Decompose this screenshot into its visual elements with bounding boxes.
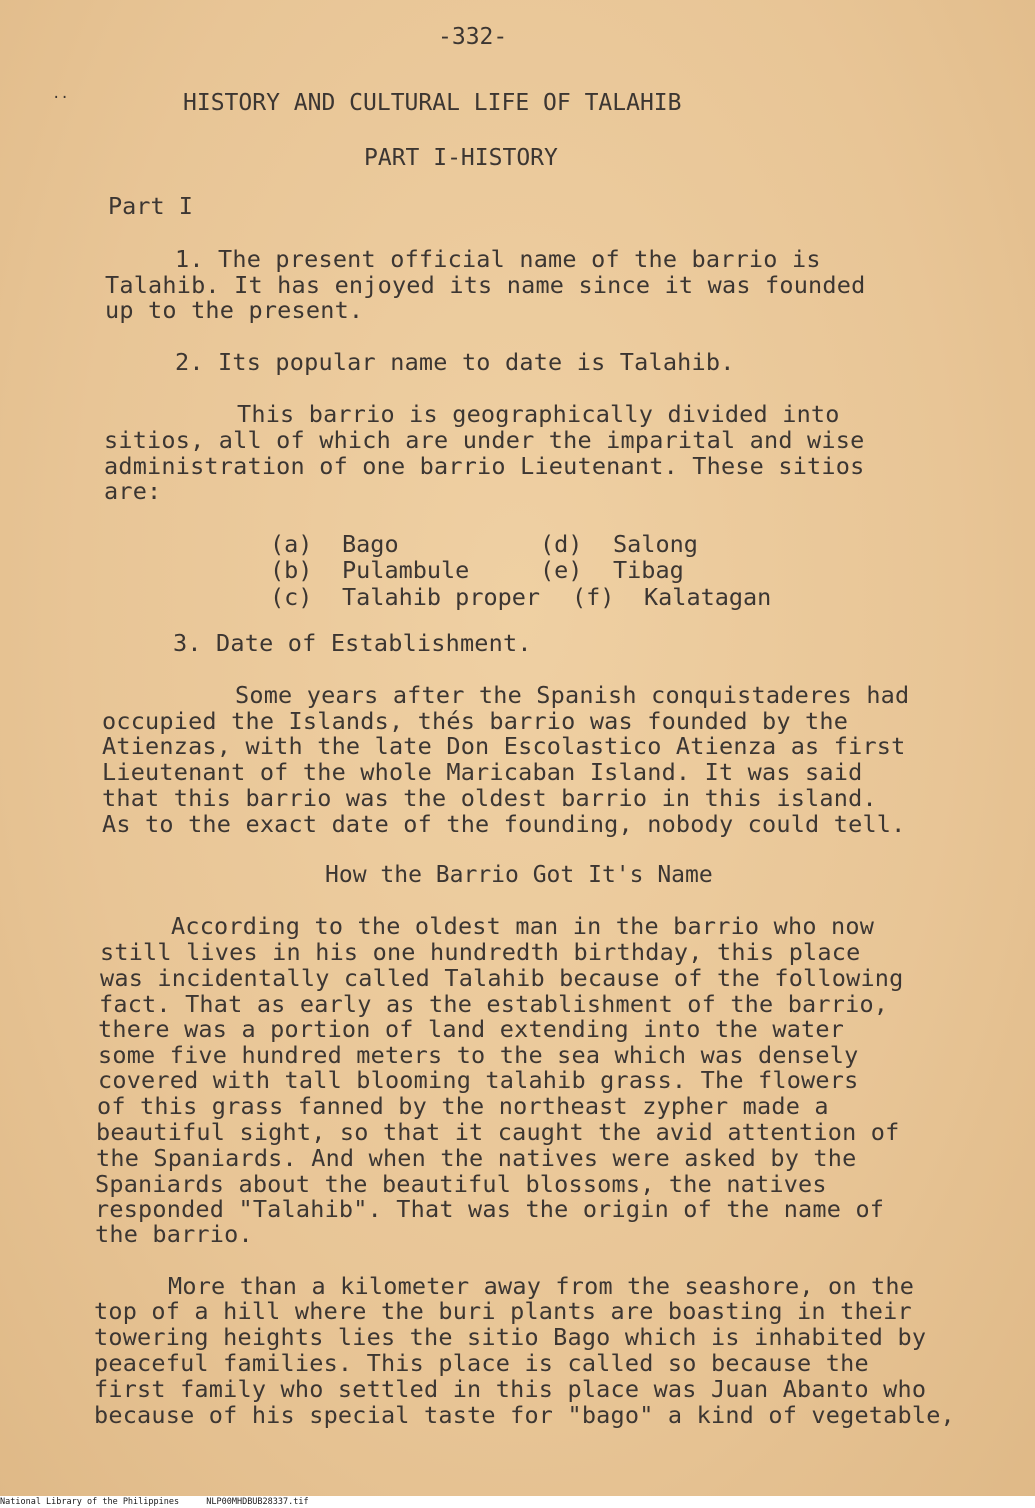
sitio-marker-d: (d): [540, 530, 583, 558]
para5-line: As to the exact date of the founding, nobody could tell.: [102, 810, 906, 838]
para6-line: the barrio.: [95, 1220, 253, 1248]
para1-line: up to the present.: [105, 296, 364, 324]
sitio-name-b: Pulambule: [342, 556, 470, 584]
para7-line: peaceful families. This place is called so because the: [94, 1349, 869, 1377]
para6-line: still lives in his one hundredth birthday, this place: [100, 938, 861, 966]
para6-line: According to the oldest man in the barrio who now: [171, 912, 875, 940]
sitio-marker-e: (e): [540, 556, 583, 584]
para7-line: because of his special taste for "bago" a kind of vegetable,: [94, 1401, 955, 1429]
sitio-name-f: Kalatagan: [644, 583, 772, 611]
sitio-marker-a: (a): [270, 530, 313, 558]
para7-line: towering heights lies the sitio Bago which is inhabited by: [94, 1323, 927, 1351]
para4-line: 3. Date of Establishment.: [173, 629, 532, 657]
para6-line: beautiful sight, so that it caught the avid attention of: [96, 1118, 900, 1146]
document-title: HISTORY AND CULTURAL LIFE OF TALAHIB: [183, 90, 682, 116]
part-label: Part I: [108, 192, 193, 220]
para6-line: responded "Talahib". That was the origin of the name of: [95, 1195, 885, 1223]
para6-line: was incidentally called Talahib because of the following: [100, 964, 904, 992]
para5-line: Lieutenant of the whole Maricaban Island. It was said: [102, 758, 863, 786]
section-title: PART I-HISTORY: [364, 145, 558, 171]
sitio-marker-b: (b): [270, 556, 313, 584]
para3-line: are:: [104, 477, 162, 505]
para7-line: first family who settled in this place was Juan Abanto who: [94, 1375, 927, 1403]
para5-line: occupied the Islands, thés barrio was founded by the: [102, 707, 849, 735]
para7-line: top of a hill where the buri plants are boasting in their: [94, 1297, 912, 1325]
para6-line: covered with tall blooming talahib grass. The flowers: [98, 1066, 859, 1094]
para5-line: that this barrio was the oldest barrio in this island.: [102, 784, 877, 812]
para3-line: administration of one barrio Lieutenant. These sitios: [104, 452, 865, 480]
subheading: How the Barrio Got It's Name: [325, 862, 713, 888]
para2-line: 2. Its popular name to date is Talahib.: [175, 348, 735, 376]
para5-line: Some years after the Spanish conquistaderes had: [235, 681, 910, 709]
sitio-name-c: Talahib proper: [342, 583, 541, 611]
sitio-marker-c: (c): [270, 583, 313, 611]
para3-line: sitios, all of which are under the imparital and wise: [104, 426, 865, 454]
sitio-name-a: Bago: [342, 530, 399, 558]
para5-line: Atienzas, with the late Don Escolastico Atienza as first: [102, 732, 906, 760]
sitio-name-e: Tibag: [613, 556, 684, 584]
margin-mark: ··: [52, 90, 69, 106]
para6-line: Spaniards about the beautiful blossoms, the natives: [95, 1170, 827, 1198]
para1-line: Talahib. It has enjoyed its name since it was founded: [105, 271, 866, 299]
sitio-marker-f: (f): [572, 583, 615, 611]
sitio-name-d: Salong: [613, 530, 698, 558]
para1-line: 1. The present official name of the barrio is: [175, 245, 821, 273]
para6-line: of this grass fanned by the northeast zypher made a: [97, 1092, 829, 1120]
footer-library: National Library of the Philippines: [0, 1497, 180, 1507]
footer-file: NLP00MHDBUB28337.tif: [206, 1497, 309, 1507]
para7-line: More than a kilometer away from the seashore, on the: [168, 1272, 915, 1300]
para6-line: there was a portion of land extending into the water: [98, 1015, 845, 1043]
para6-line: some five hundred meters to the sea which was densely: [98, 1041, 859, 1069]
page-number: -332-: [438, 24, 508, 50]
scan-footer: [0, 1496, 1035, 1508]
para3-line: This barrio is geographically divided into: [237, 400, 840, 428]
para6-line: fact. That as early as the establishment of the barrio,: [99, 990, 889, 1018]
para6-line: the Spaniards. And when the natives were asked by the: [96, 1144, 857, 1172]
